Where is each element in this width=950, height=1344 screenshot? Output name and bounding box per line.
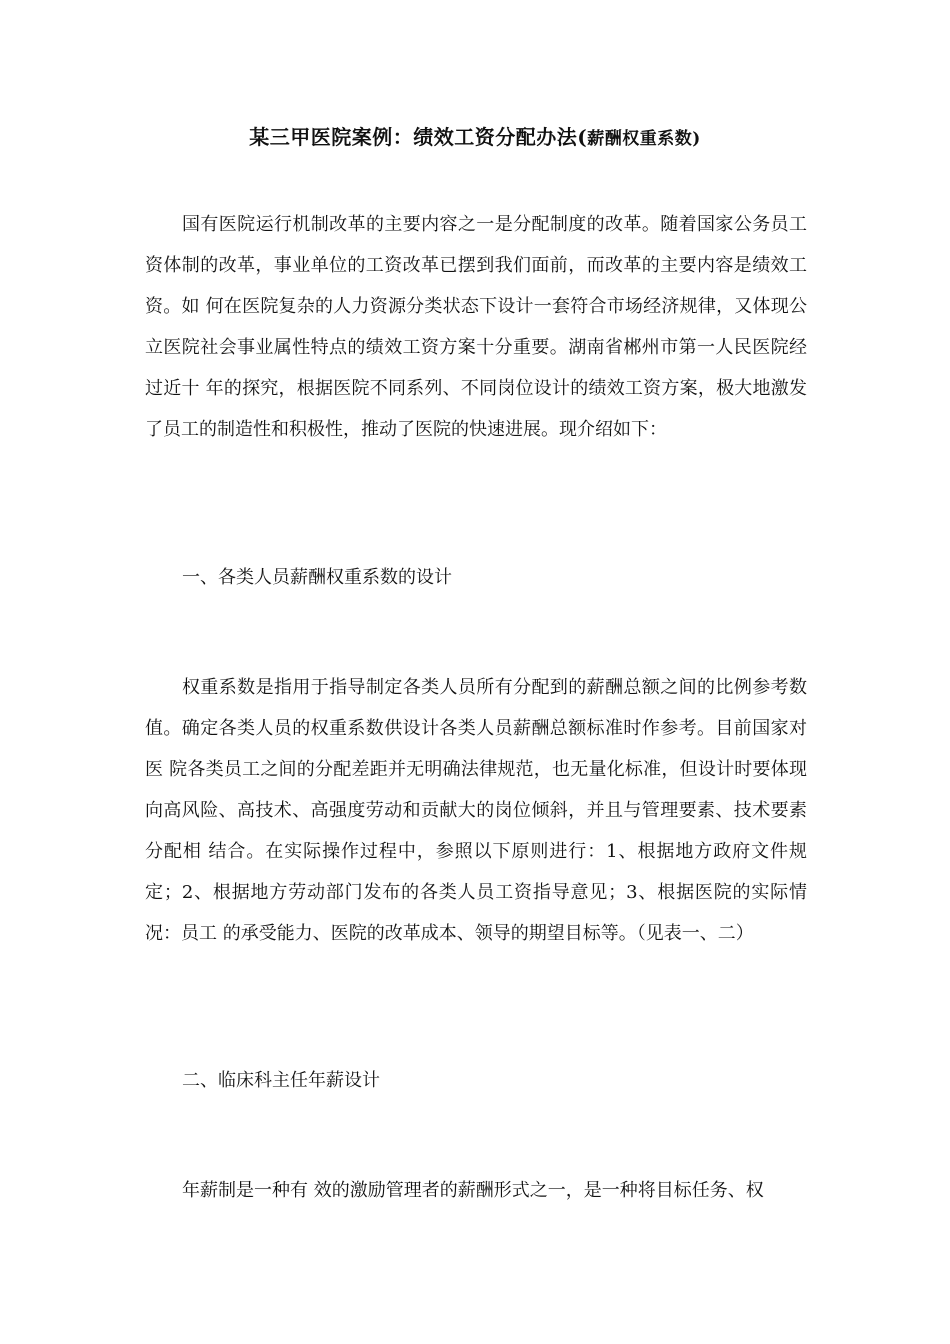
document-title — [0, 122, 950, 154]
intro-paragraph: 国有医院运行机制改革的主要内容之一是分配制度的改革。随着国家公务员工资体制的改革，事业单位的工资改革已摆到我们面前，而改革的主要内容是绩效工资。如 何在医院复杂的人力资源分类状态下设计一套符合市场经济规律，又体现公立医院社会事业属性特点的绩效工资方案十分重要。湖南省郴州市第一人民医院经过近十 年的探究，根据医院不同系列、不同岗位设计的绩效工资方案，极大地激发了员工的制造性和积极性，推动了医院的快速进展。现介绍如下： — [145, 214, 807, 440]
section-2-heading: 二、临床科主任年薪设计 — [182, 1070, 380, 1091]
title-subtitle: 薪酬权重系数) — [587, 129, 701, 149]
section-1-heading: 一、各类人员薪酬权重系数的设计 — [182, 567, 452, 588]
title-main: 某三甲医院案例：绩效工资分配办法( — [249, 125, 588, 149]
section-1-paragraph: 权重系数是指用于指导制定各类人员所有分配到的薪酬总额之间的比例参考数值。确定各类人员的权重系数供设计各类人员薪酬总额标准时作参考。目前国家对医 院各类员工之间的分配差距并无明确法律规范，也无量化标准，但设计时要体现向高风险、高技术、高强度劳动和贡献大的岗位倾斜，并且与管理要素、技术要素分配相 结合。在实际操作过程中，参照以下原则进行：1、根据地方政府文件规定；2、根据地方劳动部门发布的各类人员工资指导意见；3、根据医院的实际情况：员工 的承受能力、医院的改革成本、领导的期望目标等。（见表一、二） — [145, 677, 807, 944]
section-2-paragraph: 年薪制是一种有 效的激励管理者的薪酬形式之一，是一种将目标任务、权 — [182, 1180, 764, 1201]
